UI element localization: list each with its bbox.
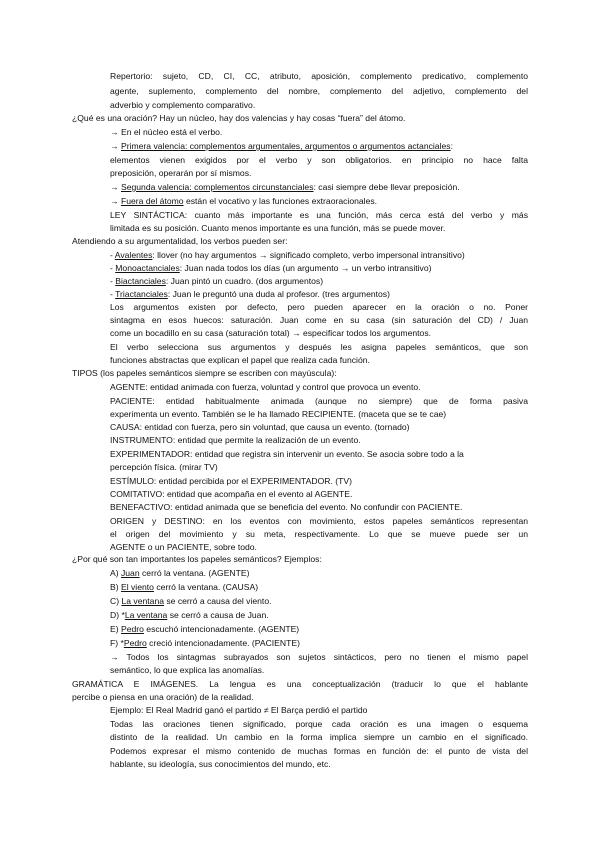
fuera-atomo-label: Fuera del átomo (120, 196, 184, 206)
ley-sintactica-1: LEY SINTÁCTICA: cuanto más importante es una función, más cerca está del verbo y más (110, 210, 528, 220)
fuera-atomo-line (110, 195, 377, 208)
papel-origen-destino-1: ORIGEN y DESTINO: en los eventos con movimiento, estos papeles semánticos representan (110, 516, 528, 526)
papel-instrumento: INSTRUMENTO: entidad que permite la realización de un evento. (110, 435, 361, 445)
primera-valencia-line (110, 140, 453, 153)
ejemplo-subject: Pedro (123, 638, 147, 648)
todas-line-3: Podemos expresar el mismo contenido de muchas formas en función de: el punto de vista del (110, 746, 528, 756)
ejemplo-letter: A) (110, 568, 121, 578)
primera-valencia-label: Primera valencia: complementos argumentales, argumentos o argumentos actanciales (120, 141, 451, 151)
dash: - (110, 289, 116, 299)
triactanciales-label: Triactanciales (115, 289, 168, 299)
ejemplo-subject: Pedro (120, 624, 144, 634)
ejemplo-rest: cerró la ventana. (CAUSA) (153, 582, 259, 592)
ejemplo-rest: se cerró a causa de Juan. (167, 610, 269, 620)
papel-origen-destino-3: AGENTE o un PACIENTE, sobre todo. (110, 542, 257, 552)
repertorio-line-2: agente, suplemento, complemento del nombre, complemento del adjetivo, complemento del (110, 86, 528, 96)
avalentes-label: Avalentes (114, 250, 153, 260)
gramatica-line-2: percibe o piensa en una oración) de la realidad. (72, 692, 254, 702)
ejemplo-b (110, 581, 258, 594)
arrow: → (110, 141, 121, 151)
todas-line-1: Todas las oraciones tienen significado, porque cada oración es una imagen o esquema (110, 719, 528, 729)
papel-estimulo: ESTÍMULO: entidad percibida por el EXPERIMENTADOR. (TV) (110, 476, 352, 486)
ejemplo-madrid: Ejemplo: El Real Madrid ganó el partido ≠ El Barça perdió el partido (110, 705, 368, 715)
monoactanciales-label: Monoactanciales (115, 263, 180, 273)
ejemplo-f (110, 637, 300, 650)
todas-line-2: distinto de la realidad. Un cambio en la forma implica siempre un cambio en el significado. (110, 732, 528, 742)
argumentos-line-1: Los argumentos existen por defecto, pero pueden aparecer en la oración o no. Poner (110, 302, 528, 312)
ejemplo-letter: C) (110, 596, 122, 606)
todos-sintagmas-1: → Todos los sintagmas subrayados son sujetos sintácticos, pero no tienen el mismo papel (110, 652, 528, 662)
question-importantes: ¿Por qué son tan importantes los papeles semánticos? Ejemplos: (72, 554, 322, 564)
repertorio-line-1: Repertorio: sujeto, CD, CI, CC, atributo, aposición, complemento predicativo, complemento (110, 71, 528, 81)
ejemplo-subject: La ventana (124, 610, 168, 620)
argumentos-line-2: sintagma en esos huecos: saturación. Juan come en su casa (sin saturación del CD) / Juan (110, 315, 528, 325)
ley-sintactica-2: limitada es su posición. Cuanto menos importante es una función, más se puede mover. (110, 223, 446, 233)
question-oracion: ¿Qué es una oración? Hay un núcleo, hay dos valencias y hay cosas “fuera” del átomo. (72, 113, 406, 123)
segunda-valencia-desc: : casi siempre debe llevar preposición. (313, 182, 460, 192)
monoactanciales-desc: : Juan nada todos los días (un argumento → un verbo intransitivo) (179, 263, 432, 273)
papel-paciente-1: PACIENTE: entidad habitualmente animada (aunque no siempre) que de forma pasiva (110, 396, 528, 406)
repertorio-line-3: adverbio y complemento comparativo. (110, 100, 256, 110)
ejemplo-letter: B) (110, 582, 121, 592)
triactanciales-desc: : Juan le preguntó una duda al profesor. (tres argumentos) (167, 289, 390, 299)
list-item-biactanciales (110, 275, 323, 288)
arrow: → (110, 182, 121, 192)
ejemplo-subject: Juan (120, 568, 140, 578)
list-item-triactanciales (110, 288, 390, 301)
selecciona-line-1: El verbo selecciona sus argumentos y después les asigna papeles semánticos, que son (110, 342, 528, 352)
ejemplo-subject: El viento (120, 582, 154, 592)
tipos-heading: TIPOS (los papeles semánticos siempre se escriben con mayúscula): (72, 368, 337, 378)
ejemplo-rest: cerró la ventana. (AGENTE) (139, 568, 250, 578)
papel-agente: AGENTE: entidad animada con fuerza, voluntad y control que provoca un evento. (110, 382, 421, 392)
ejemplo-letter: E) (110, 624, 121, 634)
papel-paciente-2: experimenta un evento. También se le ha llamado RECIPIENTE. (maceta que se te cae) (110, 409, 447, 419)
ejemplo-a (110, 567, 249, 580)
primera-valencia-desc-2: preposición, operarán por sí mismos. (110, 168, 252, 178)
ejemplo-rest: escuchó intencionadamente. (AGENTE) (143, 624, 300, 634)
atendiendo-heading: Atendiendo a su argumentalidad, los verbos pueden ser: (72, 236, 288, 246)
papel-experimentador-2: percepción física. (mirar TV) (110, 462, 218, 472)
dash: - (110, 276, 116, 286)
ejemplo-subject: La ventana (121, 596, 164, 606)
ejemplo-e (110, 623, 299, 636)
arrow: → (110, 196, 121, 206)
argumentos-line-3: come un bocadillo en su casa (saturación total) → especificar todos los argumentos. (110, 328, 431, 338)
papel-causa: CAUSA: entidad con fuerza, pero sin voluntad, que causa un evento. (tornado) (110, 422, 410, 432)
papel-comitativo: COMITATIVO: entidad que acompaña en el evento al AGENTE. (110, 489, 353, 499)
biactanciales-desc: : Juan pintó un cuadro. (dos argumentos) (165, 276, 324, 286)
ejemplo-letter: D) * (110, 610, 125, 620)
nucleo-line: → En el núcleo está el verbo. (110, 127, 223, 137)
dash: - (110, 263, 116, 273)
list-item-monoactanciales (110, 262, 432, 275)
todos-sintagmas-2: semántico, lo que explica las anomalías. (110, 665, 265, 675)
avalentes-desc: : llover (no hay argumentos → significado completo, verbo impersonal intransitivo) (152, 250, 465, 260)
fuera-atomo-desc: están el vocativo y las funciones extraoracionales. (183, 196, 378, 206)
ejemplo-rest: se cerró a causa del viento. (164, 596, 272, 606)
ejemplo-letter: F) * (110, 638, 124, 648)
selecciona-line-2: funciones abstractas que explican el papel que realiza cada función. (110, 355, 370, 365)
gramatica-line-1: GRAMÁTICA E IMÁGENES. La lengua es una conceptualización (traducir lo que el hablante (72, 679, 528, 689)
segunda-valencia-label: Segunda valencia: complementos circunstanciales (120, 182, 314, 192)
list-item-avalentes (110, 249, 465, 262)
primera-valencia-colon: : (450, 141, 453, 151)
segunda-valencia-line (110, 181, 460, 194)
biactanciales-label: Biactanciales (115, 276, 166, 286)
ejemplo-c (110, 595, 271, 608)
papel-origen-destino-2: el origen del movimiento y su meta, respectivamente. Lo que se mueve puede ser un (110, 529, 528, 539)
papel-experimentador-1: EXPERIMENTADOR: entidad que registra sin intervenir un evento. Se asocia sobre todo a la (110, 449, 464, 459)
primera-valencia-desc-1: elementos vienen exigidos por el verbo y son obligatorios. en principio no hace falta (110, 155, 528, 165)
dash: - (110, 250, 115, 260)
ejemplo-rest: creció intencionadamente. (PACIENTE) (146, 638, 300, 648)
ejemplo-d (110, 609, 269, 622)
todas-line-4: hablante, su ideología, sus conocimientos del mundo, etc. (110, 759, 331, 769)
papel-benefactivo: BENEFACTIVO: entidad animada que se beneficia del evento. No confundir con PACIENTE. (110, 502, 463, 512)
